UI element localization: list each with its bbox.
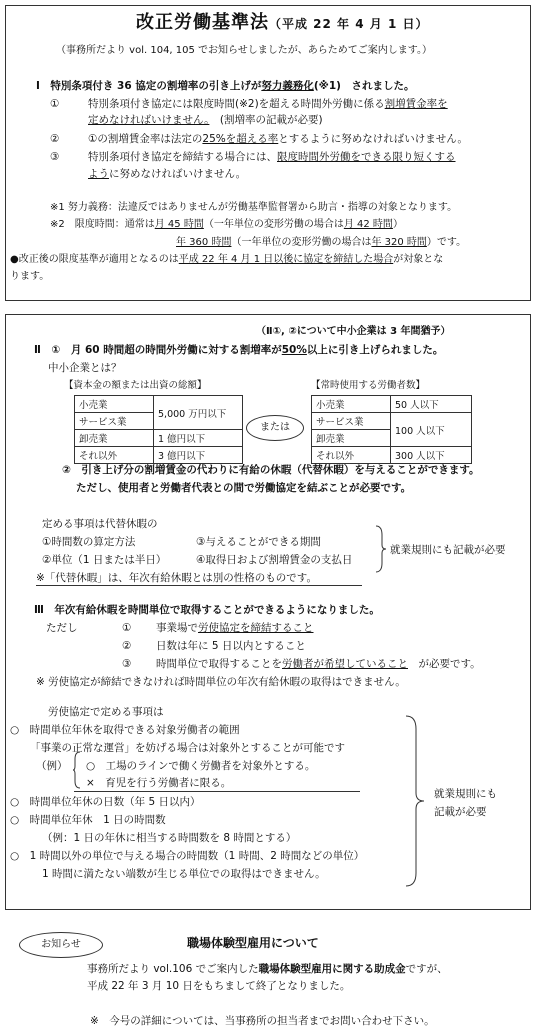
item-2-number: ②: [50, 133, 60, 145]
c1-a: 事業場で: [156, 622, 198, 634]
table-row: [75, 396, 243, 413]
condition-label: ただし: [46, 622, 78, 634]
condition-2: 日数は年に 5 日以内とすること: [156, 640, 306, 652]
agreement-item-3: ○ 時間単位年休 1 日の時間数: [10, 814, 166, 826]
c3-b: 労働者が希望していること: [282, 658, 408, 670]
bullet-line2: ります。: [10, 271, 50, 282]
i1-a: 特別条項付き協定には限度時間(※2)を超える時間外労働に係る: [88, 98, 385, 110]
agreement-item-2: ○ 時間単位年休の日数（年 5 日以内）: [10, 796, 201, 808]
example-label: （例）: [36, 760, 68, 772]
definition-brace: [374, 525, 388, 573]
condition-1-number: ①: [122, 622, 132, 634]
condition-1: [156, 621, 314, 635]
s1-head-c: (※1) されました。: [313, 80, 415, 92]
agreement-heading: 労使協定で定める事項は: [48, 706, 164, 718]
n2-b: 月 45 時間: [154, 219, 204, 230]
note-3: [176, 236, 466, 250]
s2-num: Ⅱ ①: [34, 344, 61, 356]
c3-a: 時間単位で取得することを: [156, 658, 282, 670]
n2-c: （一年単位の変形労働の場合は: [203, 219, 344, 230]
i3-a: 特別条項付き協定を締結する場合には、: [88, 151, 277, 163]
table-cell: 小売業: [312, 396, 391, 413]
n3-b: （一年単位の変形労働の場合は: [231, 237, 372, 248]
s2-a: 月 60 時間超の時間外労働に対する割増率が: [70, 344, 282, 356]
workers-table-header: 【常時使用する労働者数】: [311, 380, 426, 391]
table-cell: それ以外: [75, 447, 154, 464]
example-2: × 育児を行う労働者に限る。: [86, 777, 232, 789]
footer-note: ※ 今号の詳細については、当事務所の担当者までお問い合わせ下さい。: [90, 1015, 435, 1027]
substitute-leave-line2: ただし、使用者と労働者代表との間で労働協定を結ぶことが必要です。: [76, 482, 412, 494]
table-cell: それ以外: [312, 447, 391, 464]
notice-line2: 平成 22 年 3 月 10 日をもちまして終了となりました。: [87, 980, 351, 992]
bullet-b: 平成 22 年 4 月 1 日以後に協定を締結した場合: [178, 254, 394, 265]
or-oval: または: [246, 415, 304, 441]
notice-box: [5, 922, 531, 1008]
i3-b: 限度時間外労働をできる限り短くする: [277, 151, 456, 163]
capital-table-header: 【資本金の額または出資の総額】: [64, 380, 207, 391]
table-cell: 100 人以下: [391, 413, 472, 447]
table-cell: サービス業: [75, 413, 154, 430]
i1-d: (割増率の記載が必要): [219, 114, 323, 126]
intro-text: （事務所だより vol. 104, 105 でお知らせしましたが、あらためてご案内します。）: [56, 45, 432, 56]
agreement-brace: [404, 715, 426, 887]
n2-d: 月 42 時間: [343, 219, 393, 230]
i2-c: とするように努めなければいけません。: [278, 133, 468, 145]
agreement-item-3b: （例：1 日の年休に相当する時間数を 8 時間とする）: [42, 832, 297, 844]
capital-table: [74, 395, 243, 464]
table-row: [312, 396, 472, 413]
s2-c: 以上に引き上げられました。: [306, 344, 444, 356]
table-row: [75, 447, 243, 464]
s2-b: 50%: [281, 344, 307, 356]
definition-2: ②単位（1 日または半日）: [42, 554, 167, 566]
item-1-line2: [88, 113, 323, 127]
table-cell: 1 億円以下: [154, 430, 243, 447]
note-2: [50, 218, 403, 232]
agreement-item-4: ○ 1 時間以外の単位で与える場合の時間数（1 時間、2 時間などの単位）: [10, 850, 365, 862]
n3-a: 年 360 時間: [176, 237, 232, 248]
s1-head-b: 努力義務化: [261, 80, 314, 92]
definition-heading: 定める事項は代替休暇の: [42, 518, 158, 530]
definition-remark: ※「代替休暇」は、年次有給休暇とは別の性格のものです。: [36, 572, 317, 584]
divider: [36, 585, 362, 586]
i2-a: ①の割増賃金率は法定の: [88, 133, 203, 145]
table-cell: 卸売業: [312, 430, 391, 447]
table-cell: 卸売業: [75, 430, 154, 447]
n2-e: ）: [392, 219, 403, 230]
agreement-item-1b: 「事業の正常な運営」を妨げる場合は対象外とすることが可能です: [30, 742, 345, 754]
n-line1-a: 事務所だより vol.106 でご案内した: [87, 963, 259, 975]
section-2-heading: [34, 343, 443, 357]
workers-table: [311, 395, 472, 464]
i1-b: 割増賃金率を: [384, 98, 448, 110]
agreement-note-line2: 記載が必要: [434, 806, 487, 818]
definition-3: ③与えることができる期間: [196, 536, 321, 548]
bullet-line1: [10, 253, 443, 267]
condition-3: [156, 657, 481, 671]
agreement-item-1: ○ 時間単位年休を取得できる対象労働者の範囲: [10, 724, 240, 736]
table-cell: 3 億円以下: [154, 447, 243, 464]
note-1: ※1 努力義務：法違反ではありませんが労働基準監督署から助言・指導の対象となります。: [50, 202, 458, 213]
bullet-a: ●改正後の限度基準が適用となるのは: [10, 254, 179, 265]
i2-b: 25%を超える率: [202, 133, 279, 145]
condition-2-number: ②: [122, 640, 132, 652]
notice-heading: 職場体験型雇用について: [187, 936, 319, 950]
section-3-note: ※ 労使協定が締結できなければ時間単位の年次有給休暇の取得はできません。: [36, 676, 406, 688]
i1-c: 定めなければいけません。: [88, 114, 210, 126]
i3-d: に努めなければいけません。: [109, 168, 247, 180]
law-revision-box: [5, 5, 531, 301]
example-1: ○ 工場のラインで働く労働者を対象外とする。: [86, 760, 316, 772]
table-cell: 5,000 万円以下: [154, 396, 243, 430]
title-text: 改正労働基準法: [136, 12, 269, 33]
item-3-line2: [88, 167, 246, 181]
overtime-rules-box: [5, 314, 531, 910]
n3-c: 年 320 時間: [371, 237, 427, 248]
c3-c: が必要です。: [418, 658, 481, 670]
n-line1-c: ですが、: [405, 963, 448, 975]
agreement-item-4b: 1 時間に満たない端数が生じる単位での取得はできません。: [42, 868, 326, 880]
agreement-note-line1: 就業規則にも: [434, 788, 497, 800]
n-line1-b: 職場体験型雇用に関する助成金: [258, 963, 406, 975]
table-cell: サービス業: [312, 413, 391, 430]
item-1-line1: [88, 97, 448, 111]
item-3-number: ③: [50, 151, 60, 163]
table-cell: 小売業: [75, 396, 154, 413]
i3-c: よう: [88, 168, 109, 180]
c1-b: 労使協定を締結すること: [198, 622, 314, 634]
definition-note: 就業規則にも記載が必要: [390, 544, 506, 556]
table-row: [312, 447, 472, 464]
item-2-line: [88, 132, 468, 146]
s1-head-a: Ⅰ 特別条項付き 36 協定の割増率の引き上げが: [36, 80, 262, 92]
item-1-number: ①: [50, 98, 60, 110]
table-cell: 300 人以下: [391, 447, 472, 464]
title-date: （平成 22 年 4 月 1 日）: [269, 17, 429, 31]
n3-d: ）です。: [426, 237, 467, 248]
table-row: [75, 430, 243, 447]
page-title: [136, 12, 429, 33]
grace-note: （Ⅱ①, ②について中小企業は 3 年間猶予）: [256, 326, 451, 337]
table-cell: 50 人以下: [391, 396, 472, 413]
n2-a: ※2 限度時間：通常は: [50, 219, 155, 230]
sme-question: 中小企業とは？: [48, 362, 122, 374]
table-row: [312, 413, 472, 430]
condition-3-number: ③: [122, 658, 132, 670]
section-1-heading: [36, 79, 414, 93]
bullet-c: が対象とな: [393, 254, 444, 265]
section-3-heading: Ⅲ 年次有給休暇を時間単位で取得することができるようになりました。: [34, 604, 380, 616]
notice-line1: [87, 962, 448, 976]
definition-1: ①時間数の算定方法: [42, 536, 136, 548]
example-underline: [74, 791, 360, 792]
definition-4: ④取得日および割増賃金の支払日: [196, 554, 353, 566]
example-brace: [72, 751, 82, 789]
item-3-line1: [88, 150, 456, 164]
substitute-leave-line1: ② 引き上げ分の割増賃金の代わりに有給の休暇（代替休暇）を与えることができます。: [62, 464, 480, 476]
notice-badge: お知らせ: [19, 932, 103, 958]
